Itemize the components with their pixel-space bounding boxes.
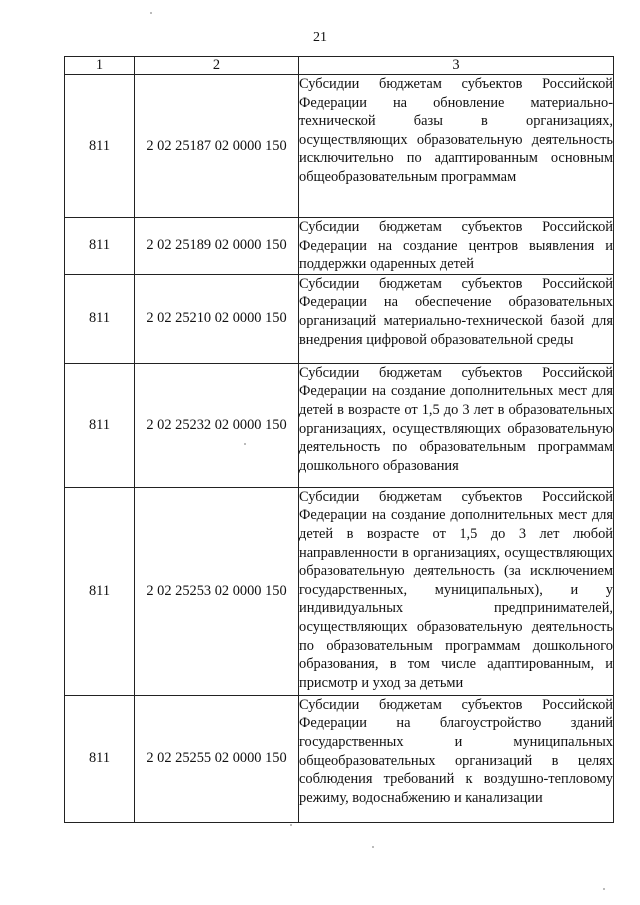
admin-code-cell: 811 bbox=[65, 75, 135, 218]
revenue-description-cell: Субсидии бюджетам субъектов Российской Федерации на обеспечение образовательных организаций материально-технической базой для внедрения цифровой образовательной среды bbox=[299, 274, 614, 363]
admin-code-cell: 811 bbox=[65, 695, 135, 822]
admin-code-cell: 811 bbox=[65, 487, 135, 695]
table-row bbox=[65, 363, 614, 487]
table-header-row bbox=[65, 57, 614, 75]
revenue-description-cell: Субсидии бюджетам субъектов Российской Федерации на создание дополнительных мест для детей в возрасте от 1,5 до 3 лет в образовательных организациях, осуществляющих образовательную деятельность по образовательным программам дошкольного образования bbox=[299, 363, 614, 487]
revenue-code-cell: 2 02 25232 02 0000 150 bbox=[135, 363, 299, 487]
column-header-3: 3 bbox=[299, 57, 614, 75]
table-row bbox=[65, 274, 614, 363]
revenue-description-cell: Субсидии бюджетам субъектов Российской Федерации на благоустройство зданий государственных и муниципальных общеобразовательных организаций в целях соблюдения требований к воздушно-тепловому режиму, водоснабжению и канализации bbox=[299, 695, 614, 822]
scan-speck bbox=[372, 846, 374, 848]
revenue-code-cell: 2 02 25187 02 0000 150 bbox=[135, 75, 299, 218]
scan-speck bbox=[603, 888, 605, 890]
revenue-description-cell: Субсидии бюджетам субъектов Российской Федерации на создание центров выявления и поддержки одаренных детей bbox=[299, 218, 614, 275]
table-row bbox=[65, 487, 614, 695]
scan-speck bbox=[290, 824, 292, 826]
table-row bbox=[65, 218, 614, 275]
admin-code-cell: 811 bbox=[65, 363, 135, 487]
budget-codes-table bbox=[64, 56, 614, 823]
table-row bbox=[65, 75, 614, 218]
scan-speck bbox=[244, 443, 246, 445]
revenue-description-cell: Субсидии бюджетам субъектов Российской Федерации на создание дополнительных мест для детей в возрасте от 1,5 до 3 лет любой направленности в организациях, осуществляющих образовательную деятельность (за исключением государственных, муниципальных), и у индивидуальных предпринимателей, осуществляющих образовательную деятельность по образовательным программам дошкольного образования, в том числе адаптированным, и присмотр и уход за детьми bbox=[299, 487, 614, 695]
admin-code-cell: 811 bbox=[65, 274, 135, 363]
admin-code-cell: 811 bbox=[65, 218, 135, 275]
revenue-code-cell: 2 02 25210 02 0000 150 bbox=[135, 274, 299, 363]
revenue-code-cell: 2 02 25253 02 0000 150 bbox=[135, 487, 299, 695]
revenue-code-cell: 2 02 25189 02 0000 150 bbox=[135, 218, 299, 275]
table-row bbox=[65, 695, 614, 822]
column-header-1: 1 bbox=[65, 57, 135, 75]
column-header-2: 2 bbox=[135, 57, 299, 75]
revenue-description-cell: Субсидии бюджетам субъектов Российской Федерации на обновление материально-технической базы в организациях, осуществляющих образовательную деятельность исключительно по адаптированным основным общеобразовательным программам bbox=[299, 75, 614, 218]
scan-speck bbox=[150, 12, 152, 14]
revenue-code-cell: 2 02 25255 02 0000 150 bbox=[135, 695, 299, 822]
page-number: 21 bbox=[313, 30, 327, 45]
